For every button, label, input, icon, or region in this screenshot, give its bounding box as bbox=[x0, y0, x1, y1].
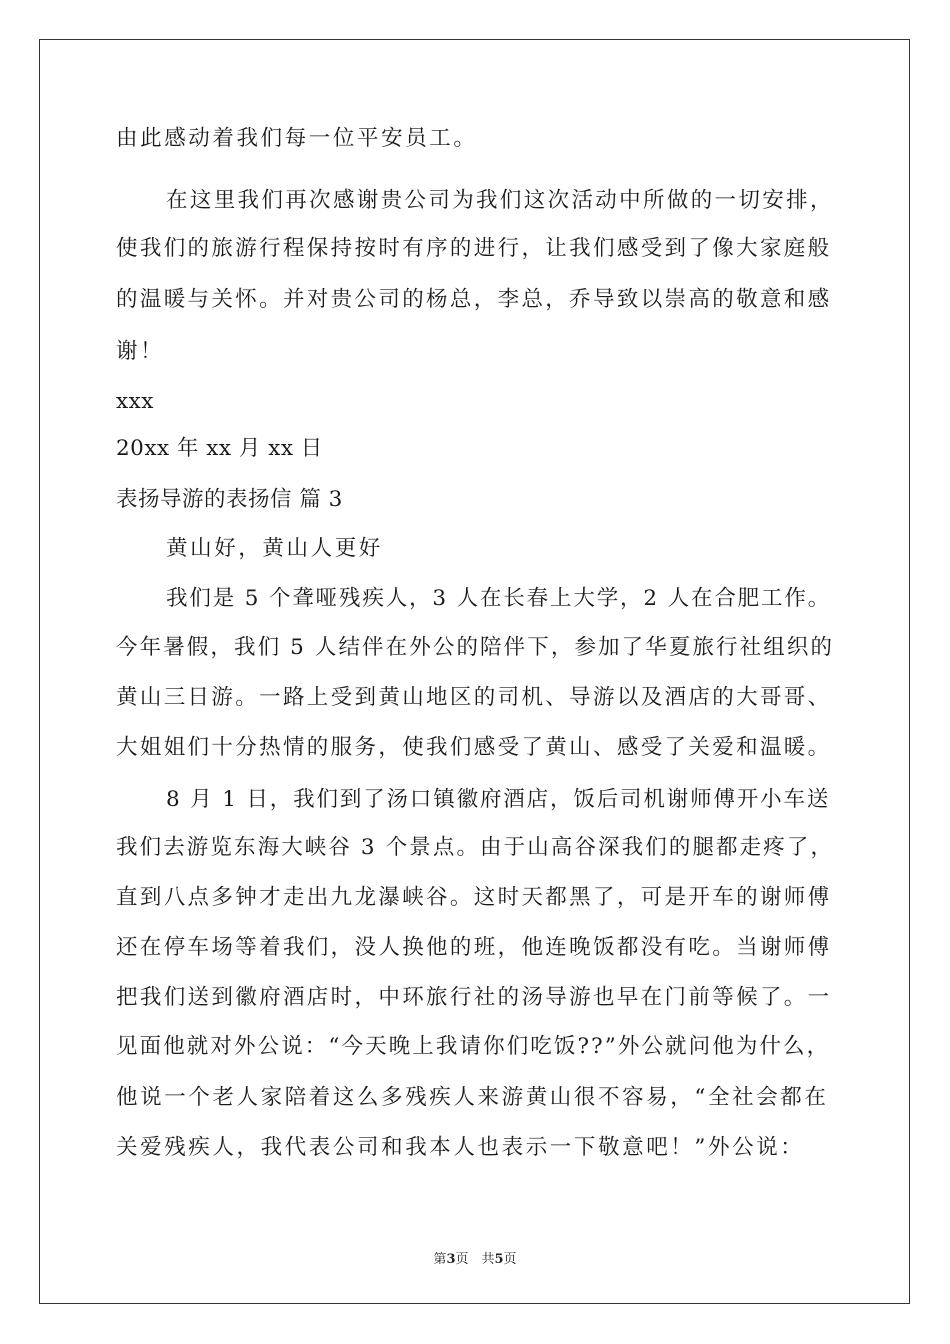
paragraph-line: 谢！ bbox=[116, 339, 165, 364]
section-title: 表扬导游的表扬信 篇 3 bbox=[116, 487, 343, 512]
paragraph-line: 直到八点多钟才走出九龙瀑峡谷。这时天都黑了，可是开车的谢师傅 bbox=[116, 885, 832, 910]
paragraph-line: 大姐姐们十分热情的服务，使我们感受了黄山、感受了关爱和温暖。 bbox=[116, 735, 832, 760]
footer-mid: 页 共 bbox=[455, 1252, 495, 1267]
footer-suffix: 页 bbox=[503, 1252, 517, 1267]
paragraph-line: 还在停车场等着我们，没人换他的班，他连晚饭都没有吃。当谢师傅 bbox=[116, 935, 832, 960]
paragraph-line: 他说一个老人家陪着这么多残疾人来游黄山很不容易，“全社会都在 bbox=[116, 1085, 829, 1110]
footer-total-pages: 5 bbox=[494, 1252, 504, 1267]
paragraph-line: 由此感动着我们每一位平安员工。 bbox=[116, 126, 478, 151]
paragraph-line: 在这里我们再次感谢贵公司为我们这次活动中所做的一切安排， bbox=[166, 188, 834, 213]
paragraph-line: 我们是 5 个聋哑残疾人，3 人在长春上大学，2 人在合肥工作。 bbox=[166, 586, 832, 611]
paragraph-line: 黄山三日游。一路上受到黄山地区的司机、导游以及酒店的大哥哥、 bbox=[116, 685, 832, 710]
footer-prefix: 第 bbox=[433, 1252, 447, 1267]
paragraph-line: 今年暑假，我们 5 人结伴在外公的陪伴下，参加了华夏旅行社组织的 bbox=[116, 635, 835, 660]
paragraph-line: 我们去游览东海大峡谷 3 个景点。由于山高谷深我们的腿都走疼了， bbox=[116, 835, 835, 860]
paragraph-line: 见面他就对外公说：“今天晚上我请你们吃饭??”外公就问他为什么， bbox=[116, 1034, 831, 1059]
paragraph-line: 使我们的旅游行程保持按时有序的进行，让我们感受到了像大家庭般 bbox=[116, 236, 832, 261]
page-footer bbox=[0, 1248, 950, 1267]
page-border bbox=[39, 39, 910, 1304]
paragraph-line: 关爱残疾人，我代表公司和我本人也表示一下敬意吧！”外公说： bbox=[116, 1135, 805, 1160]
date-line: 20xx 年 xx 月 xx 日 bbox=[116, 436, 323, 461]
signature-line: xxx bbox=[116, 389, 154, 414]
paragraph-line: 把我们送到徽府酒店时，中环旅行社的汤导游也早在门前等候了。一 bbox=[116, 985, 832, 1010]
paragraph-line: 8 月 1 日，我们到了汤口镇徽府酒店，饭后司机谢师傅开小车送 bbox=[166, 787, 831, 812]
paragraph-line: 的温暖与关怀。并对贵公司的杨总，李总，乔导致以崇高的敬意和感 bbox=[116, 287, 832, 312]
letter-heading: 黄山好，黄山人更好 bbox=[166, 536, 383, 561]
footer-page-number: 3 bbox=[446, 1252, 456, 1267]
